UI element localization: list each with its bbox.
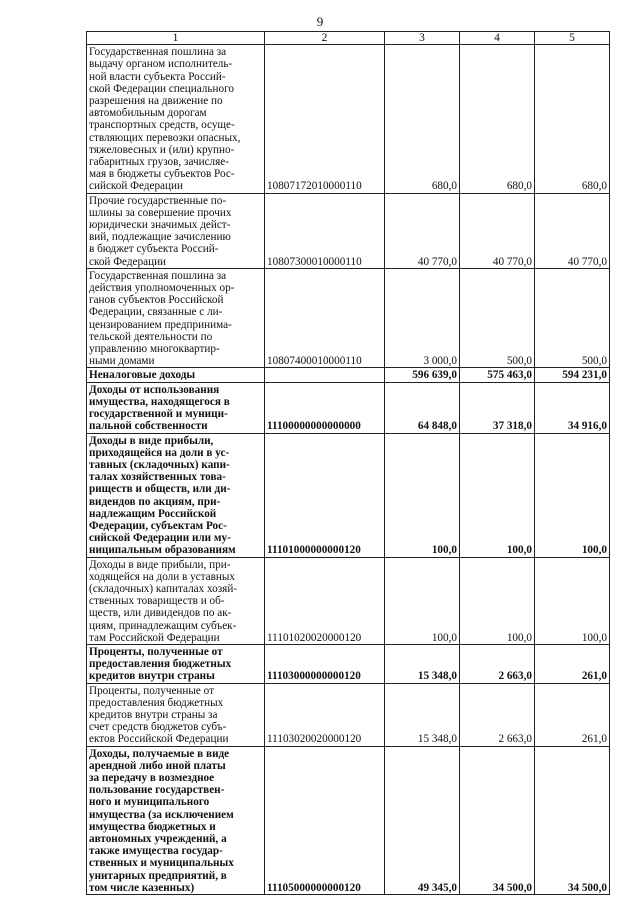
amount-col5-cell: 261,0 [535, 683, 610, 746]
revenue-name-line: в бюджет субъекта Россий- [89, 243, 219, 256]
revenue-name-line: выдачу органом исполнитель- [89, 58, 233, 71]
revenue-name-line: надлежащим Российской [89, 507, 217, 520]
amount-col3-cell: 100,0 [385, 557, 460, 644]
revenue-name-line: за передачу в возмездное [89, 771, 215, 784]
revenue-name-line: риществ и обществ, или ди- [89, 483, 231, 496]
amount-col5-cell: 100,0 [535, 557, 610, 644]
revenue-name-line: ными домами [89, 355, 155, 368]
amount-col5-cell: 594 231,0 [535, 368, 610, 382]
revenue-name-line: Государственная пошлина за [89, 269, 227, 282]
revenue-name-line: транспортных средств, осуще- [89, 119, 235, 132]
revenue-name-line: том числе казенных) [89, 881, 195, 894]
revenue-name-line: ниципальным образованиям [89, 544, 236, 557]
revenue-name-line: вий, подлежащие зачислению [89, 231, 231, 244]
budget-code-cell: 11100000000000000 [265, 382, 385, 433]
table-row [87, 683, 610, 746]
amount-col4-cell: 37 318,0 [460, 382, 535, 433]
table-row [87, 268, 610, 368]
revenue-name-cell [87, 268, 265, 368]
revenue-name-line: ской Федерации [89, 255, 167, 268]
revenue-name-line: циям, принадлежащим субъек- [89, 619, 237, 632]
revenue-name-line: цензированием предпринима- [89, 318, 232, 331]
amount-col4-cell: 2 663,0 [460, 644, 535, 683]
budget-code-cell: 11101020020000120 [265, 557, 385, 644]
column-header: 5 [535, 32, 610, 45]
revenue-name-line: Федерации, связанные с ли- [89, 306, 223, 319]
revenue-name-line: сийской Федерации [89, 180, 183, 193]
budget-code-cell: 11105000000000120 [265, 746, 385, 894]
revenue-name-line: ществ, или дивидендов по ак- [89, 607, 232, 620]
amount-col3-cell: 596 639,0 [385, 368, 460, 382]
budget-code-cell [265, 368, 385, 382]
revenue-name-line: кредитов внутри страны [89, 670, 215, 683]
amount-col3-cell: 680,0 [385, 45, 460, 193]
revenue-name-line: ной власти субъекта Россий- [89, 70, 226, 83]
revenue-name-line: государственной и муници- [89, 408, 228, 421]
revenue-name-line: пользование государствен- [89, 784, 225, 797]
amount-col3-cell: 15 348,0 [385, 683, 460, 746]
column-header: 3 [385, 32, 460, 45]
revenue-name-line: там Российской Федерации [89, 631, 220, 644]
revenue-name-line: Доходы в виде прибыли, [89, 434, 214, 447]
revenue-name-line: имущества бюджетных и [89, 820, 216, 833]
revenue-name-line: ственных товариществ и об- [89, 595, 225, 608]
amount-col3-cell: 64 848,0 [385, 382, 460, 433]
revenue-table [86, 31, 610, 895]
revenue-name-cell [87, 557, 265, 644]
table-row [87, 368, 610, 382]
table-row [87, 557, 610, 644]
revenue-name-line: Неналоговые доходы [89, 369, 196, 382]
revenue-name-line: Проценты, полученные от [89, 684, 214, 697]
budget-code-cell: 11103020020000120 [265, 683, 385, 746]
revenue-name-line: Федерации, субъектам Рос- [89, 519, 227, 532]
revenue-name-cell [87, 193, 265, 268]
budget-code-cell: 11101000000000120 [265, 433, 385, 557]
revenue-name-line: тельской деятельности по [89, 330, 213, 343]
revenue-name-cell [87, 433, 265, 557]
revenue-name-line: габаритных грузов, зачисляе- [89, 156, 229, 169]
revenue-name-line: тавных (складочных) капи- [89, 458, 230, 471]
revenue-name-line: счет средств бюджетов субъ- [89, 721, 227, 734]
budget-code-cell: 11103000000000120 [265, 644, 385, 683]
amount-col5-cell: 261,0 [535, 644, 610, 683]
table-row [87, 746, 610, 894]
table-row [87, 644, 610, 683]
revenue-name-line: унитарных предприятий, в [89, 869, 227, 882]
amount-col4-cell: 100,0 [460, 433, 535, 557]
revenue-name-line: предоставления бюджетных [89, 696, 224, 709]
revenue-name-line: автомобильным дорогам [89, 107, 207, 120]
table-row [87, 382, 610, 433]
revenue-name-cell [87, 746, 265, 894]
amount-col3-cell: 3 000,0 [385, 268, 460, 368]
column-header: 4 [460, 32, 535, 45]
amount-col4-cell: 40 770,0 [460, 193, 535, 268]
table-row [87, 193, 610, 268]
revenue-name-line: ного и муниципального [89, 796, 210, 809]
revenue-name-line: тяжеловесных и (или) крупно- [89, 143, 235, 156]
revenue-name-line: ствляющих перевозки опасных, [89, 131, 241, 144]
revenue-name-cell [87, 368, 265, 382]
revenue-name-line: управлению многоквартир- [89, 343, 220, 356]
revenue-name-cell [87, 683, 265, 746]
revenue-name-line: Доходы в виде прибыли, при- [89, 558, 231, 571]
amount-col3-cell: 100,0 [385, 433, 460, 557]
amount-col5-cell: 680,0 [535, 45, 610, 193]
revenue-name-line: Прочие государственные по- [89, 194, 227, 207]
revenue-name-line: имущества (за исключением [89, 808, 234, 821]
revenue-name-line: шлины за совершение прочих [89, 206, 232, 219]
budget-code-cell: 10807400010000110 [265, 268, 385, 368]
revenue-name-line: действия уполномоченных ор- [89, 282, 235, 295]
amount-col4-cell: 2 663,0 [460, 683, 535, 746]
amount-col5-cell: 34 500,0 [535, 746, 610, 894]
amount-col5-cell: 500,0 [535, 268, 610, 368]
revenue-name-line: сийской Федерации или му- [89, 532, 231, 545]
revenue-name-cell [87, 644, 265, 683]
column-header: 1 [87, 32, 265, 45]
revenue-name-line: приходящейся на доли в ус- [89, 446, 230, 459]
column-number-row [87, 32, 610, 45]
amount-col4-cell: 100,0 [460, 557, 535, 644]
budget-code-cell: 10807172010000110 [265, 45, 385, 193]
revenue-name-line: также имущества государ- [89, 845, 223, 858]
revenue-name-line: талах хозяйственных това- [89, 471, 226, 484]
revenue-name-line: автономных учреждений, а [89, 833, 227, 845]
amount-col4-cell: 680,0 [460, 45, 535, 193]
revenue-name-line: ходящейся на доли в уставных [89, 570, 236, 583]
revenue-name-line: пальной собственности [89, 420, 208, 433]
revenue-name-line: Доходы, получаемые в виде [89, 747, 230, 760]
budget-code-cell: 10807300010000110 [265, 193, 385, 268]
revenue-name-line: ганов субъектов Российской [89, 294, 224, 307]
column-header: 2 [265, 32, 385, 45]
table-row [87, 433, 610, 557]
revenue-name-line: мая в бюджеты субъектов Рос- [89, 168, 235, 181]
amount-col5-cell: 34 916,0 [535, 382, 610, 433]
revenue-name-line: Доходы от использования [89, 383, 220, 396]
revenue-name-line: видендов по акциям, при- [89, 495, 221, 508]
amount-col5-cell: 40 770,0 [535, 193, 610, 268]
amount-col3-cell: 15 348,0 [385, 644, 460, 683]
revenue-name-line: кредитов внутри страны за [89, 708, 218, 721]
amount-col3-cell: 49 345,0 [385, 746, 460, 894]
revenue-name-line: (складочных) капиталах хозяй- [89, 582, 238, 595]
revenue-name-line: Государственная пошлина за [89, 46, 227, 59]
page-number: 9 [316, 14, 324, 29]
revenue-name-line: ской Федерации специального [89, 82, 234, 95]
amount-col4-cell: 34 500,0 [460, 746, 535, 894]
revenue-name-line: предоставления бюджетных [89, 658, 232, 671]
amount-col5-cell: 100,0 [535, 433, 610, 557]
amount-col4-cell: 500,0 [460, 268, 535, 368]
revenue-name-line: юридически значимых дейст- [89, 219, 231, 232]
revenue-name-line: ектов Российской Федерации [89, 733, 229, 746]
revenue-name-cell [87, 382, 265, 433]
revenue-name-line: разрешения на движение по [89, 95, 223, 108]
amount-col4-cell: 575 463,0 [460, 368, 535, 382]
revenue-name-line: имущества, находящегося в [89, 395, 230, 408]
revenue-name-line: Проценты, полученные от [89, 645, 223, 658]
amount-col3-cell: 40 770,0 [385, 193, 460, 268]
revenue-name-line: арендной либо иной платы [89, 759, 226, 772]
revenue-name-cell [87, 45, 265, 193]
revenue-name-line: ственных и муниципальных [89, 857, 234, 870]
table-row [87, 45, 610, 193]
